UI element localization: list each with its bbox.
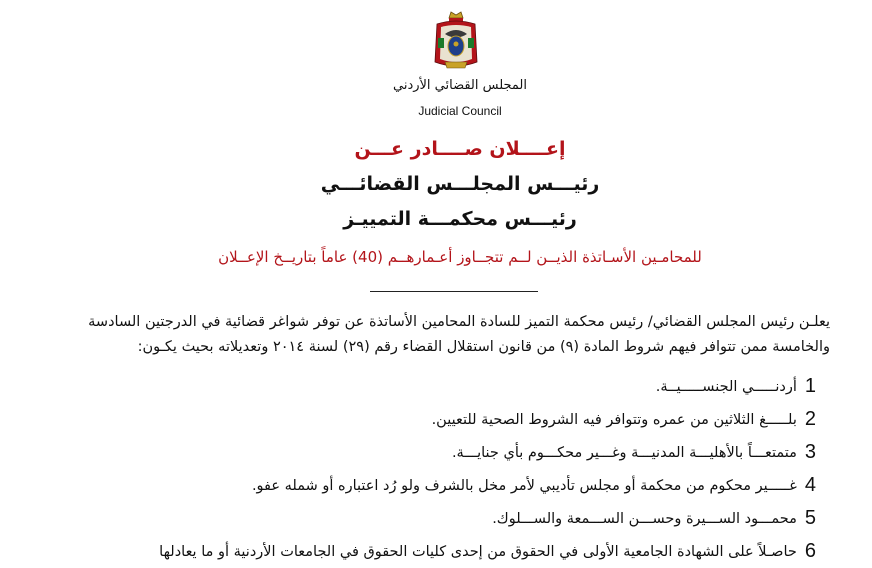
requirements-list	[20, 370, 816, 568]
list-item-number: 6	[804, 540, 816, 562]
list-item-number: 3	[804, 441, 816, 463]
divider	[370, 291, 538, 292]
list-item-number: 1	[804, 375, 816, 397]
list-item	[20, 370, 816, 403]
list-item	[20, 436, 816, 469]
organization-name-arabic: المجلس القضائي الأردني	[392, 78, 527, 93]
list-item-text: أردنـــــي الجنســـــيــة.	[655, 378, 797, 395]
list-item	[20, 502, 816, 535]
list-item-number: 4	[804, 474, 816, 496]
list-item	[20, 469, 816, 502]
announcement-heading: إعــــلان صــــادر عـــن	[354, 138, 566, 160]
announcement-title-line2: رئيـــس محكمـــة التمييـز	[343, 208, 577, 230]
announcement-subtitle: للمحامـين الأسـاتذة الذيــن لــم تتجــاوز أعـمارهــم (40) عاماً بتاريــخ الإعــلان	[218, 248, 702, 266]
list-item-number: 5	[804, 507, 816, 529]
list-item	[20, 535, 816, 568]
announcement-title-line1: رئيـــس المجلـــس القضائـــي	[320, 173, 600, 195]
list-item-text: غـــــير محكوم من محكمة أو مجلس تأديبي لأمر مخل بالشرف ولو رُد اعتباره أو شمله عفو.	[251, 477, 797, 494]
organization-name-english: Judicial Council	[418, 104, 502, 118]
list-item-text: بلـــــغ الثلاثين من عمره وتتوافر فيه الشروط الصحية للتعيين.	[431, 411, 797, 428]
list-item-text: حاصـلاً على الشهادة الجامعية الأولى في الحقوق من إحدى كليات الحقوق في الجامعات الأردنية أو ما يعادلها	[159, 543, 797, 560]
list-item	[20, 403, 816, 436]
jordan-coat-of-arms-icon	[431, 8, 481, 74]
body-paragraph: يعلـن رئيس المجلس القضائي/ رئيس محكمة التميز للسادة المحامين الأساتذة عن توفر شواغر قضائية في الدرجتين السادسة والخامسة ممن تتوافر فيهم شروط المادة (٩) من قانون استقلال القضاء رقم (٢٩) لسنة ٢٠١٤ وتعديلاته بحيث يكـون:	[88, 314, 830, 355]
list-item-text: محمـــود الســـيرة وحســـن الســـمعة والســـلوك.	[492, 510, 797, 527]
list-item-number: 2	[804, 408, 816, 430]
list-item-text: متمتعـــاً بالأهليـــة المدنيـــة وغـــير محكـــوم بأي جنايـــة.	[451, 444, 797, 461]
